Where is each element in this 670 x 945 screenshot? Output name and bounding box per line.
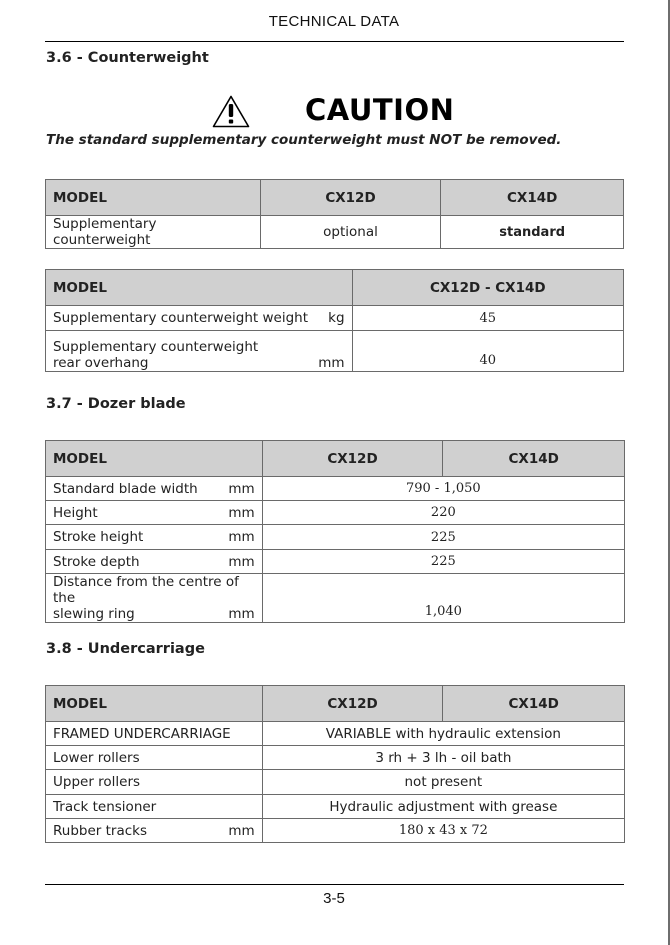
table-row bbox=[46, 216, 624, 249]
header-model: MODEL bbox=[46, 270, 353, 306]
row-value: 790 - 1,050 bbox=[262, 477, 624, 501]
row-label-line1: Supplementary counterweight bbox=[53, 339, 259, 355]
row-value: VARIABLE with hydraulic extension bbox=[262, 722, 624, 746]
row-label: Standard blade width bbox=[53, 480, 198, 497]
row-value: 225 bbox=[262, 550, 624, 574]
header-cx12d: CX12D bbox=[262, 441, 443, 477]
row-label: FRAMED UNDERCARRIAGE bbox=[46, 722, 263, 746]
row-unit: mm bbox=[228, 529, 255, 545]
row-value: 45 bbox=[352, 306, 623, 331]
row-value: 1,040 bbox=[262, 574, 624, 623]
row-value: 3 rh + 3 lh - oil bath bbox=[262, 746, 624, 770]
row-unit: mm bbox=[228, 553, 255, 570]
row-label: Rubber tracks bbox=[53, 822, 148, 839]
table-row bbox=[46, 525, 625, 550]
header-cx12d: CX12D bbox=[262, 686, 443, 722]
table-row bbox=[46, 331, 624, 372]
row-label: Upper rollers bbox=[46, 770, 263, 795]
table-row bbox=[46, 477, 625, 501]
section-title-dozer-blade: 3.7 - Dozer blade bbox=[46, 396, 186, 412]
table-row bbox=[46, 795, 625, 819]
caution-banner bbox=[210, 95, 470, 131]
row-label: Supplementary counterweight bbox=[46, 216, 261, 249]
header-cx14d: CX14D bbox=[441, 180, 624, 216]
header-model: MODEL bbox=[46, 180, 261, 216]
table-row bbox=[46, 819, 625, 843]
section-title-counterweight: 3.6 - Counterweight bbox=[46, 50, 209, 66]
row-unit: mm bbox=[228, 480, 255, 497]
undercarriage-table bbox=[45, 685, 625, 843]
row-unit: kg bbox=[328, 310, 345, 326]
row-label: Height bbox=[53, 504, 98, 521]
row-value: Hydraulic adjustment with grease bbox=[262, 795, 624, 819]
row-label-cell bbox=[46, 525, 263, 550]
header-cx12d: CX12D bbox=[260, 180, 441, 216]
section-title-undercarriage: 3.8 - Undercarriage bbox=[46, 641, 205, 657]
row-label-line1: Distance from the centre of the bbox=[53, 574, 239, 606]
row-label: Track tensioner bbox=[46, 795, 263, 819]
row-label-line2: slewing ring bbox=[53, 606, 135, 622]
table-header-row bbox=[46, 270, 624, 306]
warning-triangle-icon bbox=[212, 95, 250, 128]
footer-rule bbox=[45, 884, 624, 885]
caution-heading: CAUTION bbox=[305, 93, 455, 127]
header-cx12d-cx14d: CX12D - CX14D bbox=[352, 270, 623, 306]
row-value: 220 bbox=[262, 501, 624, 525]
counterweight-spec-table bbox=[45, 269, 624, 372]
table-row bbox=[46, 574, 625, 623]
row-label-cell bbox=[46, 550, 263, 574]
header-rule bbox=[45, 41, 624, 42]
row-label: Supplementary counterweight weight bbox=[53, 310, 308, 326]
table-row bbox=[46, 501, 625, 525]
table-row bbox=[46, 770, 625, 795]
row-label-line2: rear overhang bbox=[53, 355, 149, 371]
row-label-cell bbox=[46, 501, 263, 525]
row-unit: mm bbox=[318, 355, 345, 371]
header-model: MODEL bbox=[46, 686, 263, 722]
running-head: TECHNICAL DATA bbox=[268, 13, 400, 30]
header-cx14d: CX14D bbox=[443, 441, 625, 477]
table-row bbox=[46, 746, 625, 770]
row-label-cell bbox=[46, 574, 263, 623]
row-unit: mm bbox=[228, 504, 255, 521]
table-header-row bbox=[46, 180, 624, 216]
row-value: 225 bbox=[262, 525, 624, 550]
table-row bbox=[46, 306, 624, 331]
row-unit: mm bbox=[228, 606, 255, 622]
table-header-row bbox=[46, 686, 625, 722]
row-label-cell bbox=[46, 477, 263, 501]
page-number: 3-5 bbox=[323, 890, 345, 907]
row-value: 40 bbox=[352, 331, 623, 372]
value-cx12d: optional bbox=[260, 216, 441, 249]
row-label: Stroke depth bbox=[53, 553, 140, 570]
dozer-blade-table bbox=[45, 440, 625, 623]
row-label: Stroke height bbox=[53, 529, 144, 545]
caution-message: The standard supplementary counterweight must NOT be removed. bbox=[46, 132, 562, 148]
row-label-cell bbox=[46, 306, 353, 331]
row-label: Lower rollers bbox=[46, 746, 263, 770]
row-value: not present bbox=[262, 770, 624, 795]
table-row bbox=[46, 722, 625, 746]
row-value: 180 x 43 x 72 bbox=[262, 819, 624, 843]
value-cx14d: standard bbox=[441, 216, 624, 249]
row-label-cell bbox=[46, 331, 353, 372]
table-row bbox=[46, 550, 625, 574]
row-label-cell bbox=[46, 819, 263, 843]
header-model: MODEL bbox=[46, 441, 263, 477]
table-header-row bbox=[46, 441, 625, 477]
counterweight-model-table bbox=[45, 179, 624, 249]
row-unit: mm bbox=[228, 822, 255, 839]
header-cx14d: CX14D bbox=[443, 686, 625, 722]
